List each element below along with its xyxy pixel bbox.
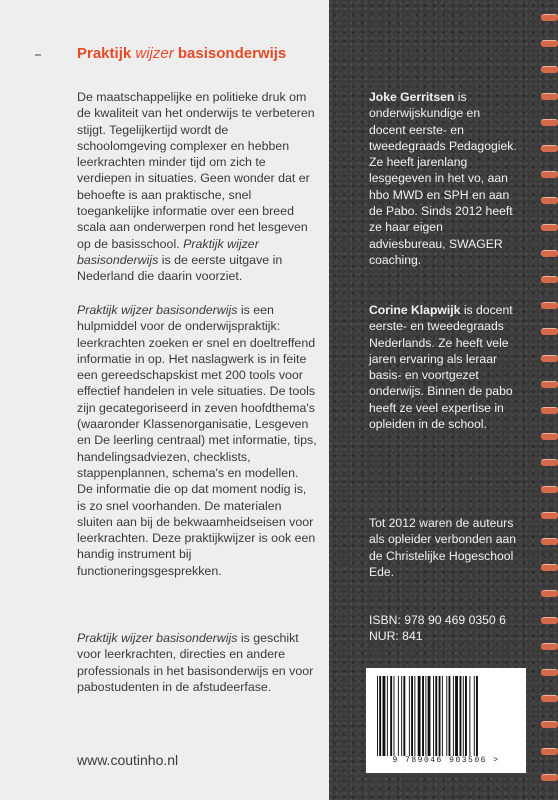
barcode-bar <box>463 676 464 756</box>
binding-hole <box>541 617 558 624</box>
barcode-bar <box>403 676 405 756</box>
barcode-bar <box>455 676 458 756</box>
binding-hole <box>541 407 558 414</box>
binding-hole <box>541 774 558 781</box>
binding-hole <box>541 145 558 152</box>
barcode-bar <box>414 676 415 756</box>
joint-author-note: Tot 2012 waren de auteurs als opleider verbonden aan de Christelijke Hogeschool Ede. <box>369 516 517 579</box>
binding-hole <box>541 197 558 204</box>
author-bio-2: Corine Klapwijk is docent eerste- en tweedegraads Nederlands. Ze heeft vele jaren ervaring als leraar basis- en voortgezet onderwijs. Binnen de pabo heeft ze veel expertise in opleiden in de school. <box>369 303 513 432</box>
barcode-bar <box>398 676 399 756</box>
binding-hole <box>541 224 558 231</box>
barcode-bar <box>449 676 451 756</box>
binding-hole <box>541 512 558 519</box>
barcode-bar <box>428 676 431 756</box>
binding-hole <box>541 355 558 362</box>
binding-hole <box>541 564 558 571</box>
binding-hole <box>541 302 558 309</box>
isbn-block: ISBN: 978 90 469 0350 6 NUR: 841 <box>369 613 506 644</box>
binding-hole <box>541 250 558 257</box>
barcode-bar <box>446 676 447 756</box>
barcode-bar <box>465 676 467 756</box>
binding-hole <box>541 328 558 335</box>
book-title <box>77 45 286 62</box>
binding-holes <box>541 0 558 800</box>
author-bio-1: Joke Gerritsen is onderwijskundige en docent eerste- en tweedegraads Pedagogiek. Ze heeft jarenlang lesgegeven in het vo, aan hbo MWD en SPH en aan de Pabo. Sinds 2012 heeft ze haar eigen adviesbureau, SWAGER coaching. <box>369 90 517 267</box>
binding-hole <box>541 459 558 466</box>
barcode-bar <box>409 676 410 756</box>
binding-hole <box>541 381 558 388</box>
decorative-mark <box>35 54 41 56</box>
barcode-bar <box>433 676 434 756</box>
barcode <box>366 668 526 773</box>
binding-hole <box>541 643 558 650</box>
barcode-bar <box>418 676 421 756</box>
barcode-bar <box>442 676 443 756</box>
barcode-bar <box>401 676 402 756</box>
binding-hole <box>541 721 558 728</box>
barcode-bar <box>411 676 413 756</box>
barcode-bar <box>469 676 470 756</box>
barcode-bar <box>453 676 454 756</box>
barcode-bar <box>460 676 462 756</box>
barcode-bar <box>435 676 437 756</box>
barcode-bar <box>394 676 395 756</box>
barcode-bar <box>390 676 392 756</box>
barcode-bar <box>425 676 426 756</box>
title-part-1: Praktijk <box>77 45 136 62</box>
binding-hole <box>541 669 558 676</box>
barcode-bar <box>474 676 475 756</box>
barcode-bar <box>377 676 378 756</box>
barcode-bar <box>383 676 386 756</box>
barcode-bar <box>379 676 381 756</box>
barcode-bar <box>387 676 388 756</box>
binding-hole <box>541 171 558 178</box>
binding-hole <box>541 695 558 702</box>
audience-paragraph: Praktijk wijzer basisonderwijs is geschikt voor leerkrachten, directies en andere professionals in het basisonderwijs en voor pabostudenten in de afstudeerfase. <box>77 631 314 694</box>
binding-hole <box>541 538 558 545</box>
binding-hole <box>541 66 558 73</box>
binding-hole <box>541 433 558 440</box>
binding-hole <box>541 40 558 47</box>
publisher-website: www.coutinho.nl <box>77 752 179 768</box>
barcode-bar <box>422 676 424 756</box>
binding-hole <box>541 119 558 126</box>
binding-hole <box>541 486 558 493</box>
barcode-bars <box>375 676 517 756</box>
binding-hole <box>541 93 558 100</box>
barcode-number: 9 789046 903506 > <box>392 756 500 765</box>
binding-hole <box>541 276 558 283</box>
intro-paragraph: De maatschappelijke en politieke druk om de kwaliteit van het onderwijs te verbeteren stijgt. Tegelijkertijd wordt de schoolomgeving complexer en hebben leerkrachten minder tijd om zich te verdiepen in situaties. Geen wonder dat er behoefte is aan praktische, snel toegankelijke informatie over een breed scala aan onderwerpen rond het lesgeven op de basisschool. Praktijk wijzer basisonderwijs is de eerste uitgave in Nederland die daarin voorziet. <box>77 90 315 284</box>
binding-hole <box>541 590 558 597</box>
binding-hole <box>541 748 558 755</box>
barcode-bar <box>439 676 441 756</box>
barcode-bar <box>476 676 478 756</box>
binding-hole <box>541 14 558 21</box>
title-part-2: wijzer <box>135 45 174 62</box>
title-part-3: basisonderwijs <box>173 45 287 62</box>
description-paragraph: Praktijk wijzer basisonderwijs is een hulpmiddel voor de onderwijspraktijk: leerkrachten zoeken er snel en doeltreffend informatie in op. Het naslagwerk is in feite een gereedschapskist met 200 tools voor effectief handelen in vele situaties. De tools zijn gecategoriseerd in zeven hoofdthema's (waaronder Klassenorganisatie, Lesgeven en De leerling centraal) met informatie, tips, handelingsadviezen, checklists, stappenplannen, schema's en modellen. De informatie die op dat moment nodig is, is zo snel voorhanden. De materialen sluiten aan bij de bekwaamheidseisen voor leerkrachten. Deze praktijkwijzer is ook een handig instrument bij functioneringsgesprekken. <box>77 303 317 578</box>
